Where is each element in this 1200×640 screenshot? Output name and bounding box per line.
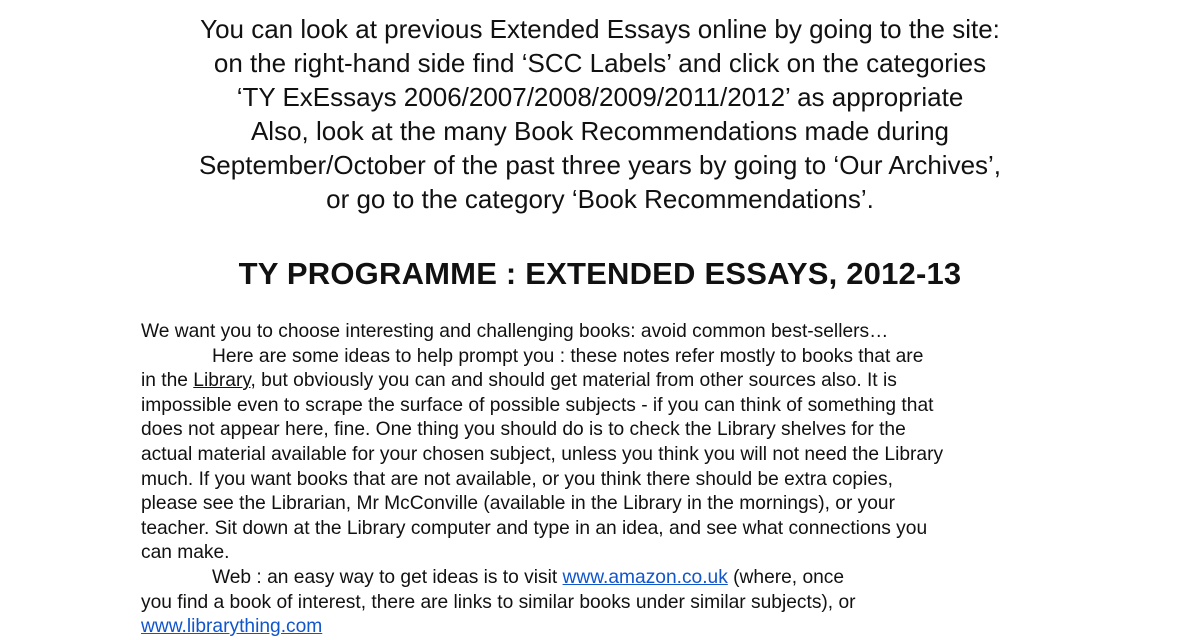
body-line bbox=[141, 566, 1141, 591]
body-line: impossible even to scrape the surface of possible subjects - if you can think of something that bbox=[141, 394, 934, 416]
body-line: teacher. Sit down at the Library computer and type in an idea, and see what connections you bbox=[141, 517, 928, 539]
intro-line: ‘TY ExEssays 2006/2007/2008/2009/2011/2012’ as appropriate bbox=[236, 82, 964, 112]
body-text-fragment: (where, once bbox=[727, 566, 845, 588]
intro-line: You can look at previous Extended Essays online by going to the site: bbox=[200, 14, 1000, 44]
body-line: you find a book of interest, there are links to similar books under similar subjects), or bbox=[141, 591, 856, 613]
body-line: much. If you want books that are not available, or you think there should be extra copies, bbox=[141, 468, 893, 490]
intro-line: Also, look at the many Book Recommendations made during bbox=[250, 116, 950, 146]
body-line bbox=[141, 615, 1141, 640]
amazon-link[interactable]: www.amazon.co.uk bbox=[562, 566, 728, 588]
intro-paragraph bbox=[0, 12, 1200, 216]
body-text-fragment: Web : an easy way to get ideas is to visit bbox=[212, 566, 563, 588]
body-line: can make. bbox=[141, 542, 230, 564]
body-text-fragment: , but obviously you can and should get material from other sources also. It is bbox=[250, 370, 897, 392]
librarything-link[interactable]: www.librarything.com bbox=[141, 616, 323, 638]
library-underlined-word: Library bbox=[193, 370, 251, 392]
intro-line: on the right-hand side find ‘SCC Labels’ and click on the categories bbox=[213, 48, 987, 78]
body-paragraph bbox=[141, 320, 1141, 640]
intro-line: September/October of the past three years by going to ‘Our Archives’, bbox=[198, 150, 1002, 180]
body-line bbox=[141, 369, 1141, 394]
page-title: TY PROGRAMME : EXTENDED ESSAYS, 2012-13 bbox=[238, 256, 962, 291]
body-line: please see the Librarian, Mr McConville (available in the Library in the mornings), or your bbox=[141, 493, 895, 515]
body-line: Here are some ideas to help prompt you : these notes refer mostly to books that are bbox=[212, 345, 924, 367]
body-text-fragment: in the bbox=[141, 370, 194, 392]
body-line: We want you to choose interesting and challenging books: avoid common best-sellers… bbox=[141, 321, 889, 342]
body-line: does not appear here, fine. One thing you should do is to check the Library shelves for the bbox=[141, 419, 906, 441]
body-line: actual material available for your chosen subject, unless you think you will not need the Library bbox=[141, 443, 944, 465]
intro-line: or go to the category ‘Book Recommendations’. bbox=[326, 184, 874, 214]
